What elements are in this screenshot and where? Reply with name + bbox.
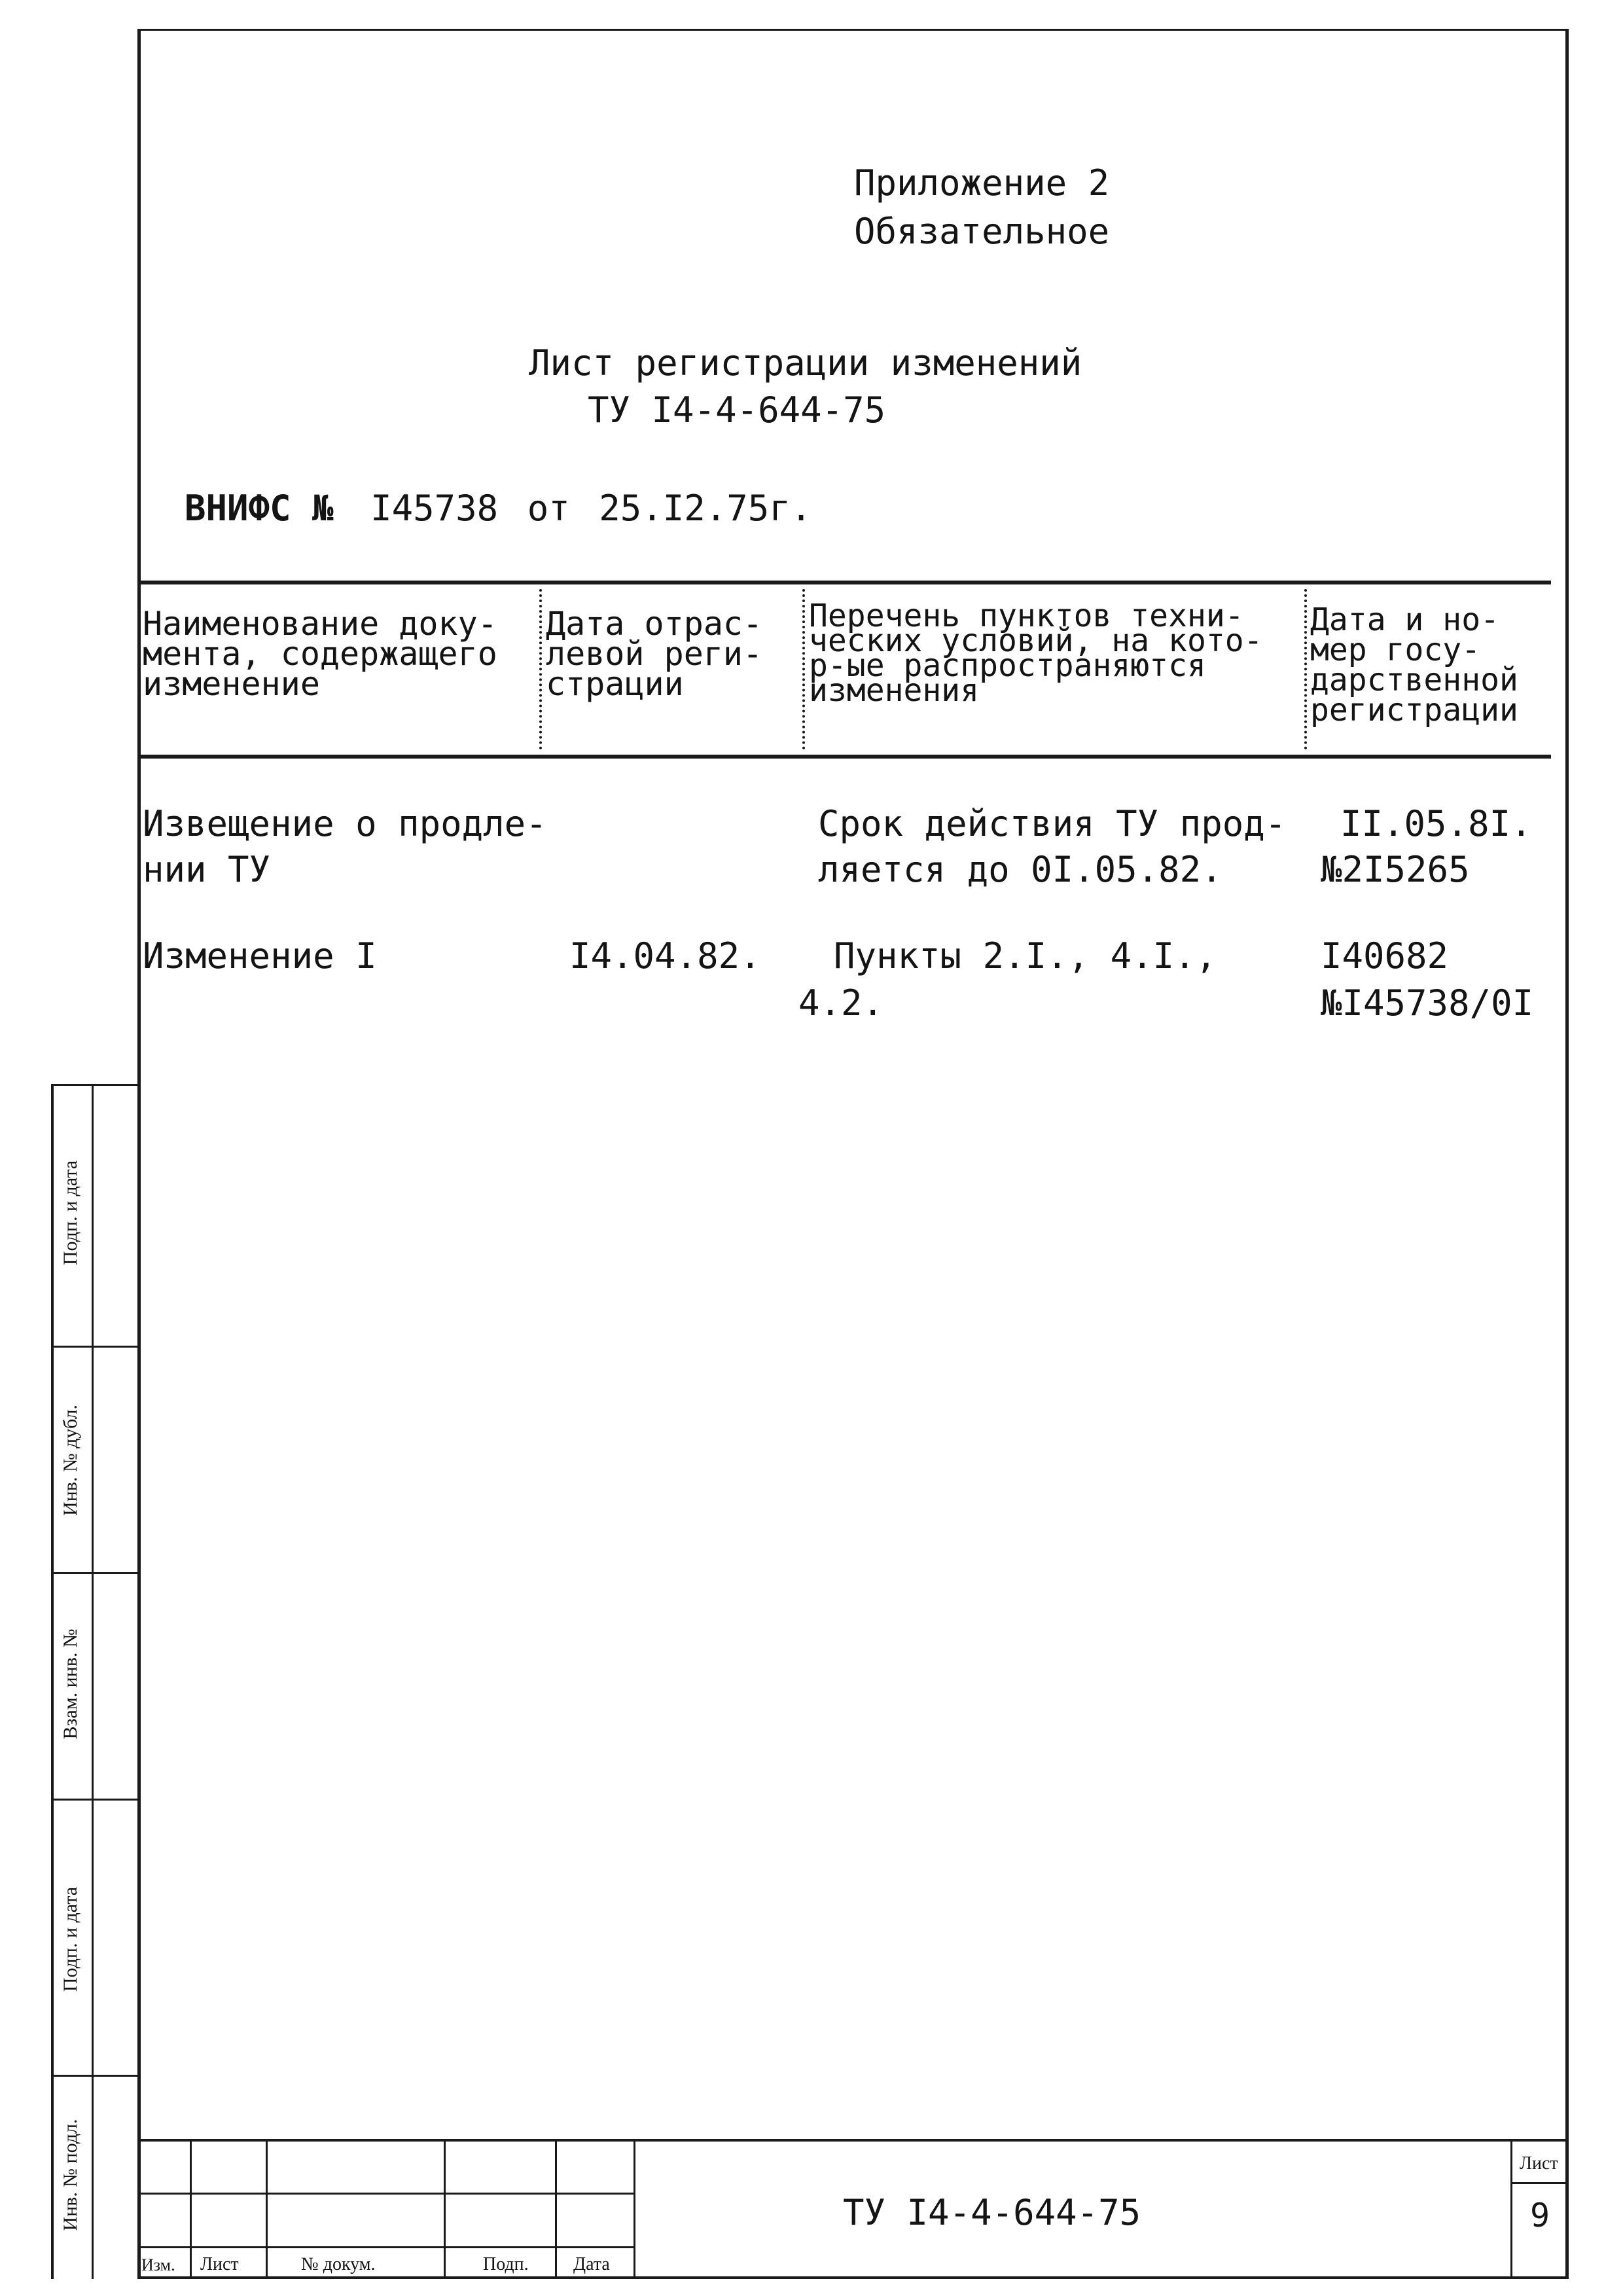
title-block-col-line [444, 2139, 446, 2279]
sheet-label: Лист [1520, 2153, 1558, 2174]
side-label-sign-date: Подп. и дата [60, 1160, 81, 1266]
row-state-number: №I45738/0I [1321, 982, 1534, 1024]
header-industry-date: Дата отрас- левой реги- страции [546, 605, 763, 703]
sheet-title: Лист регистрации изменений [529, 342, 1082, 384]
row-industry-date: I4.04.82. [569, 935, 761, 977]
row-document-line1: Изменение I [143, 935, 377, 977]
frame-top-line [137, 29, 1568, 31]
title-block-row-line [137, 2193, 635, 2195]
table-top-rule [137, 581, 1551, 584]
side-stamp-divider [92, 1084, 94, 2279]
side-label-original-inventory: Инв. № подл. [60, 2119, 81, 2231]
vnifs-label: ВНИФС № [185, 488, 334, 529]
row-state-number: №2I5265 [1321, 849, 1470, 890]
column-separator [539, 589, 542, 749]
row-document-line2: нии ТУ [143, 849, 271, 890]
side-stamp-cell-line [51, 1799, 139, 1801]
side-label-sign-date-2: Подп. и дата [60, 1886, 81, 1992]
header-document-name: Наименование доку- мента, содержащего изменение [143, 605, 497, 703]
side-stamp-cell-line [51, 1346, 139, 1348]
sheet-designation: ТУ I4-4-644-75 [588, 389, 886, 431]
title-block-col-line [266, 2139, 268, 2279]
side-label-dup-inventory: Инв. № дубл. [60, 1405, 81, 1516]
frame-right-line [1565, 29, 1569, 2279]
title-block-col-line [555, 2139, 557, 2279]
side-stamp [51, 1084, 139, 2279]
title-block-col-line [633, 2139, 635, 2279]
row-items-line2: ляется до 0I.05.82. [818, 849, 1222, 890]
header-items-list: Перечень пунктов техни- ческих условий, на кото- р-ые распространяются изменения [809, 598, 1263, 709]
row-document-line1: Извещение о продле- [143, 803, 547, 844]
sheet-cell-left-line [1510, 2139, 1512, 2279]
header-state-registration: Дата и но- мер госу- дарственной регистрации [1310, 601, 1518, 728]
column-separator [802, 589, 805, 749]
row-items-line1: Срок действия ТУ прод- [818, 803, 1287, 844]
title-col-signature: Подп. [483, 2254, 529, 2274]
title-col-change: Изм. [141, 2255, 175, 2274]
row-items-line1: Пункты 2.I., 4.I., [834, 935, 1217, 977]
side-stamp-cell-line [51, 1572, 139, 1574]
vnifs-number: I45738 [370, 488, 499, 529]
vnifs-date: 25.I2.75г. [599, 488, 812, 529]
title-col-doc-number: № докум. [301, 2254, 376, 2274]
table-header-rule [137, 755, 1551, 759]
side-stamp-cell-line [51, 2075, 139, 2077]
title-block-col-line [190, 2139, 192, 2279]
title-col-date: Дата [573, 2254, 610, 2274]
table-row [137, 923, 1551, 1024]
row-items-line2: 4.2. [798, 982, 884, 1024]
appendix-title: Приложение 2 [854, 162, 1110, 204]
column-separator [1304, 589, 1307, 749]
title-block [137, 2139, 1568, 2279]
title-block-top-line [137, 2139, 1568, 2142]
side-stamp-left-line [51, 1084, 54, 2279]
vnifs-line [185, 488, 812, 529]
vnifs-from: от [527, 488, 570, 529]
sheet-cell-divider [1510, 2182, 1568, 2184]
side-label-replace-inventory: Взам. инв. № [60, 1628, 81, 1740]
row-state-date: II.05.8I. [1340, 803, 1532, 844]
row-state-date: I40682 [1321, 935, 1449, 977]
title-block-designation: ТУ I4-4-644-75 [843, 2192, 1141, 2233]
side-stamp-cell-line [51, 1084, 139, 1086]
title-block-row-line [137, 2246, 635, 2248]
title-col-sheet: Лист [200, 2254, 239, 2274]
appendix-status: Обязательное [854, 211, 1110, 252]
sheet-number: 9 [1530, 2197, 1550, 2234]
table-row [137, 798, 1551, 897]
